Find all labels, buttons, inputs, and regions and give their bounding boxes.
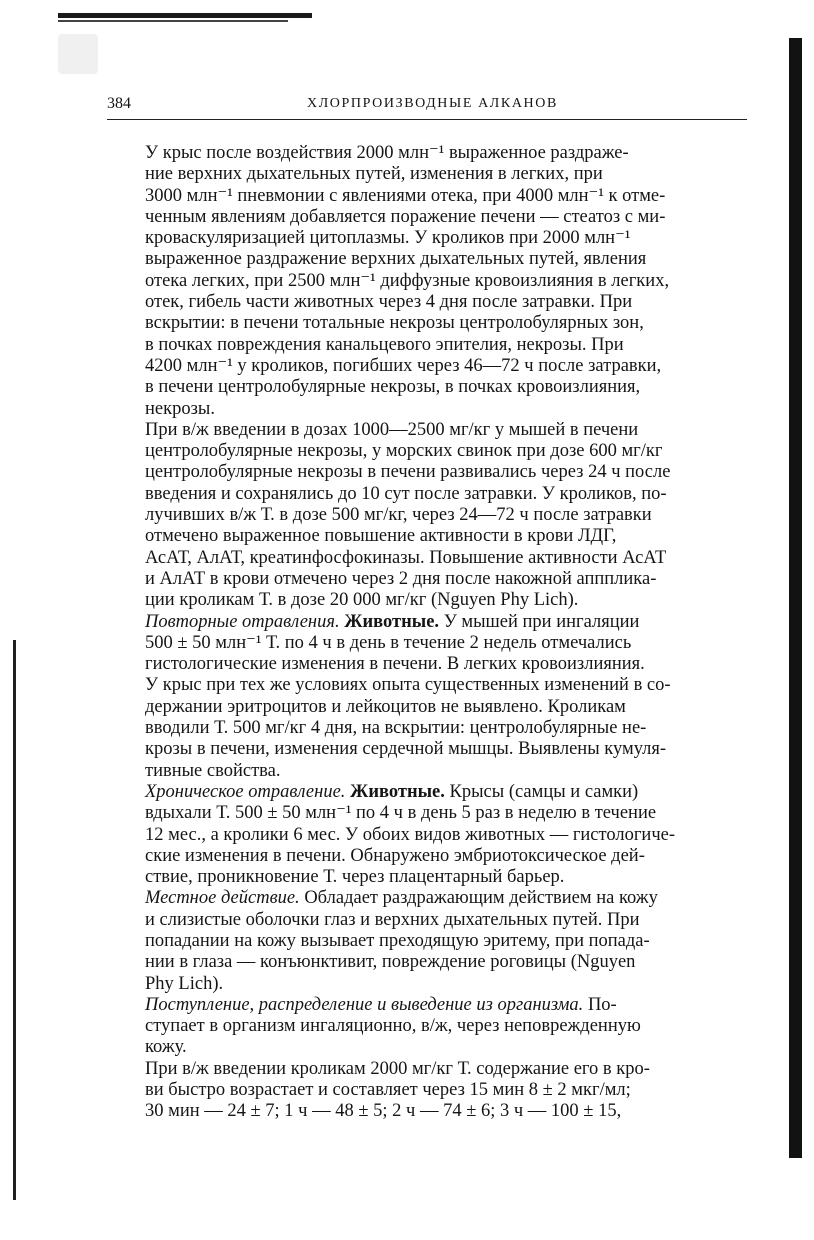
scan-artifact-top-rule-thin [58, 20, 288, 22]
header-divider [107, 119, 747, 120]
text-line: тивные свойства. [145, 760, 281, 781]
text-line [111, 612, 745, 633]
running-title: ХЛОРПРОИЗВОДНЫЕ АЛКАНОВ [307, 96, 558, 111]
paragraph-3 [111, 612, 745, 782]
text-line: некрозы. [145, 398, 215, 419]
text-line: вдыхали Т. 500 ± 50 млн⁻¹ по 4 ч в день 5 раз в неделю в течение [145, 803, 657, 824]
text-line: ции кроликам Т. в дозе 20 000 мг/кг (Nguyen Phy Lich). [145, 590, 579, 611]
text-line: При в/ж введении в дозах 1000—2500 мг/кг у мышей в печени [145, 419, 639, 440]
section-heading-bold: Животные. [344, 611, 440, 632]
section-heading-bold: Животные. [350, 781, 445, 802]
text-line [111, 888, 745, 909]
text-line: 3000 млн⁻¹ пневмонии с явлениями отека, при 4000 млн⁻¹ к отме- [145, 185, 666, 206]
scan-artifact-left-edge [13, 640, 16, 1200]
paragraph-1 [111, 143, 745, 420]
text-line: АсАТ, АлАТ, креатинфосфокиназы. Повышение активности АсАТ [145, 547, 667, 568]
section-heading-italic: Поступление, распределение и выведение из организма. [145, 994, 584, 1015]
text-line: У крыс после воздействия 2000 млн⁻¹ выраженное раздраже- [145, 143, 629, 163]
text-line: и слизистые оболочки глаз и верхних дыхательных путей. При [145, 909, 640, 930]
text-line: вскрытии: в печени тотальные некрозы центролобулярных зон, [145, 313, 644, 334]
section-heading-italic: Местное действие. [145, 888, 300, 909]
line-text: У мышей при ингаляции [439, 611, 640, 632]
text-line: вводили Т. 500 мг/кг 4 дня, на вскрытии: центролобулярные не- [145, 718, 647, 739]
text-line: держании эритроцитов и лейкоцитов не выявлено. Кроликам [145, 696, 626, 717]
text-line [111, 782, 745, 803]
text-line: кожу. [145, 1037, 187, 1058]
text-line: ствие, проникновение Т. через плацентарный барьер. [145, 867, 565, 888]
text-line: ступает в организм ингаляционно, в/ж, через неповрежденную [145, 1016, 641, 1037]
text-line: ские изменения в печени. Обнаружено эмбриотоксическое дей- [145, 845, 645, 866]
text-line: ние верхних дыхательных путей, изменения в легких, при [145, 164, 603, 185]
paragraph-6 [111, 995, 745, 1059]
text-line: в печени центролобулярные некрозы, в почках кровоизлияния, [145, 377, 641, 398]
running-header [107, 95, 747, 119]
text-line: введения и сохранялись до 10 сут после затравки. У кроликов, по- [145, 483, 667, 504]
text-line: При в/ж введении кроликам 2000 мг/кг Т. содержание его в кро- [145, 1058, 650, 1079]
text-line: попадании на кожу вызывает преходящую эритему, при попада- [145, 930, 650, 951]
line-text: Крысы (самцы и самки) [444, 781, 639, 802]
text-line: отек, гибель части животных через 4 дня после затравки. При [145, 292, 633, 313]
text-line: выраженное раздражение верхних дыхательных путей, явления [145, 249, 647, 270]
text-line: 4200 млн⁻¹ у кроликов, погибших через 46—72 ч после затравки, [145, 355, 662, 376]
text-line: У крыс при тех же условиях опыта существенных изменений в со- [145, 675, 671, 696]
text-line [111, 995, 745, 1016]
paragraph-2 [111, 420, 745, 612]
scan-artifact-smudge [58, 34, 98, 74]
text-line: ви быстро возрастает и составляет через 15 мин 8 ± 2 мкг/мл; [145, 1080, 631, 1101]
text-line: кроваскуляризацией цитоплазмы. У кроликов при 2000 млн⁻¹ [145, 228, 631, 249]
paragraph-7 [111, 1059, 745, 1123]
scan-artifact-top-rule [58, 13, 312, 18]
text-line: в почках повреждения канальцевого эпителия, некрозы. При [145, 334, 624, 355]
page-body [111, 143, 745, 1123]
text-line: центролобулярные некрозы в печени развивались через 24 ч после [145, 462, 671, 483]
scan-artifact-right-edge [789, 38, 802, 1158]
section-heading-italic: Повторные отравления. [145, 611, 340, 632]
text-line: Phy Lich). [145, 973, 224, 994]
page-number: 384 [107, 95, 131, 112]
text-line: 500 ± 50 млн⁻¹ Т. по 4 ч в день в течение 2 недель отмечались [145, 632, 632, 653]
text-line: нии в глаза — конъюнктивит, повреждение роговицы (Nguyen [145, 952, 636, 973]
line-text: По- [583, 994, 617, 1015]
section-heading-italic: Хроническое отравление. [145, 781, 346, 802]
text-line: отмечено выраженное повышение активности в крови ЛДГ, [145, 526, 617, 547]
text-line: 12 мес., а кролики 6 мес. У обоих видов животных — гистологиче- [145, 824, 676, 845]
text-line: гистологические изменения в печени. В легких кровоизлияния. [145, 654, 645, 675]
text-line: отека легких, при 2500 млн⁻¹ диффузные кровоизлияния в легких, [145, 270, 670, 291]
paragraph-5 [111, 888, 745, 994]
text-line: лучивших в/ж Т. в дозе 500 мг/кг, через 24—72 ч после затравки [145, 505, 652, 526]
text-line: ченным явлениям добавляется поражение печени — стеатоз с ми- [145, 206, 666, 227]
line-text: Обладает раздражающим действием на кожу [299, 888, 658, 909]
paragraph-4 [111, 782, 745, 888]
text-line: крозы в печени, изменения сердечной мышцы. Выявлены кумуля- [145, 739, 667, 760]
text-line: 30 мин — 24 ± 7; 1 ч — 48 ± 5; 2 ч — 74 ± 6; 3 ч — 100 ± 15, [145, 1101, 622, 1122]
text-line: центролобулярные некрозы, у морских свинок при дозе 600 мг/кг [145, 441, 663, 462]
text-line: и АлАТ в крови отмечено через 2 дня после накожной аппплика- [145, 568, 657, 589]
